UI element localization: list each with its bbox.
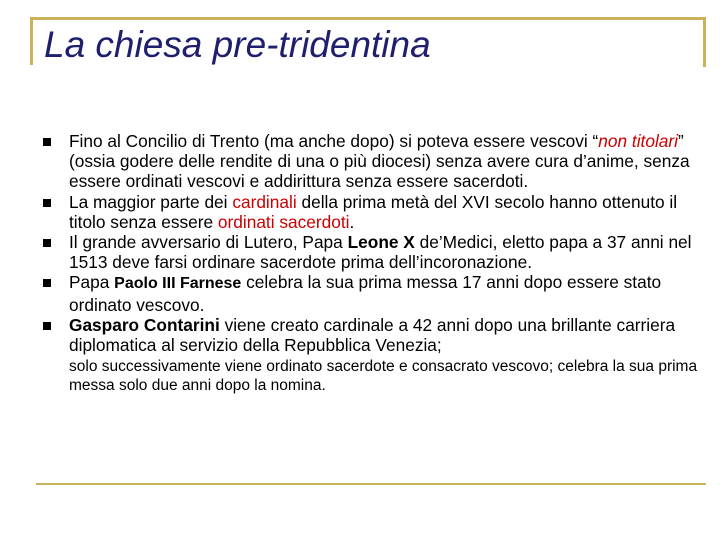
bullet-item xyxy=(40,131,700,192)
bullet-item xyxy=(40,315,700,395)
bottom-divider xyxy=(36,483,706,485)
bold-name: Gasparo Contarini xyxy=(69,314,220,335)
slide-title: La chiesa pre-tridentina xyxy=(44,24,431,65)
title-frame-right xyxy=(703,17,706,67)
bullet-text: La maggior parte dei xyxy=(69,191,233,212)
title-frame-top xyxy=(30,17,706,20)
bullet-item xyxy=(40,272,700,314)
continuation-text: solo successivamente viene ordinato sacerdote e consacrato vescovo; celebra la sua prima messa solo due anni dopo la nomina. xyxy=(69,358,698,395)
highlight-text: non titolari xyxy=(598,131,678,151)
bold-name: Paolo III Farnese xyxy=(114,275,242,293)
square-bullet-icon xyxy=(43,322,51,330)
bullet-text: . xyxy=(349,211,355,232)
highlight-text: cardinali xyxy=(232,191,297,212)
bullet-text: viene creato cardinale a 42 anni dopo una brillante carriera diplomatica al servizio della Repubblica Venezia; xyxy=(69,314,676,356)
bullet-text: della prima metà del XVI secolo hanno ottenuto il titolo senza essere xyxy=(69,191,678,232)
bullet-list xyxy=(40,131,700,395)
bullet-item xyxy=(40,232,700,272)
bullet-text: Fino al Concilio di Trento (ma anche dopo) si poteva essere vescovi “ xyxy=(69,131,599,151)
bold-name: Leone X xyxy=(347,232,415,253)
highlight-text: ordinati sacerdoti xyxy=(217,211,350,232)
square-bullet-icon xyxy=(43,239,51,247)
title-frame-left xyxy=(30,17,33,65)
square-bullet-icon xyxy=(43,199,51,207)
bullet-text: de’Medici, eletto papa a 37 anni nel 1513 deve farsi ordinare sacerdote prima dell’incoronazione. xyxy=(69,232,692,273)
bullet-text: Il grande avversario di Lutero, Papa xyxy=(69,232,348,253)
bullet-text: celebra la sua prima messa 17 anni dopo essere stato ordinato vescovo. xyxy=(69,272,662,315)
square-bullet-icon xyxy=(43,138,51,146)
bullet-text: Papa xyxy=(69,272,115,293)
bullet-text: ” (ossia godere delle rendite di una o più diocesi) senza avere cura d’anime, senza essere ordinati vescovi e addirittura senza essere sacerdoti. xyxy=(69,131,690,192)
square-bullet-icon xyxy=(43,279,51,287)
bullet-item xyxy=(40,192,700,232)
